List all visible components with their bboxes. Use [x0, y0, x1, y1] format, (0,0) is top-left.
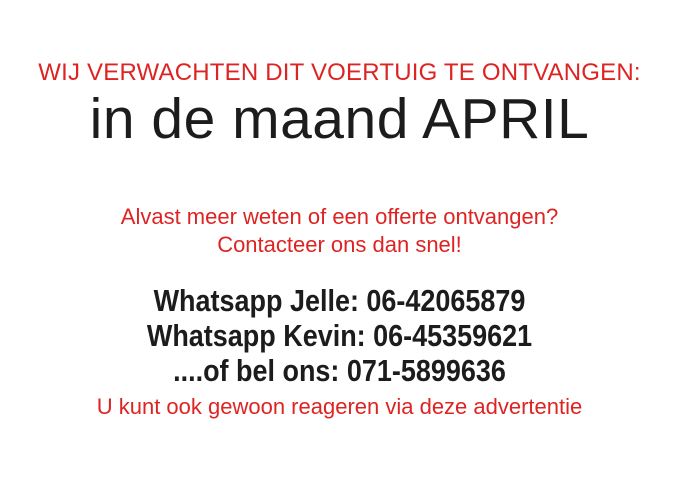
- footer-note: U kunt ook gewoon reageren via deze advertentie: [96, 394, 583, 419]
- offer-question-line: Alvast meer weten of een offerte ontvangen?: [120, 204, 559, 229]
- whatsapp-kevin-line: Whatsapp Kevin: 06-45359621: [146, 318, 533, 353]
- phone-line: ....of bel ons: 071-5899636: [173, 353, 506, 388]
- month-heading: in de maand APRIL: [89, 87, 590, 151]
- offer-question-block: [0, 203, 679, 259]
- contact-prompt-line: Contacteer ons dan snel!: [217, 232, 462, 257]
- contact-info-block: [0, 283, 679, 388]
- expectation-heading: WIJ VERWACHTEN DIT VOERTUIG TE ONTVANGEN:: [38, 59, 641, 86]
- whatsapp-jelle-line: Whatsapp Jelle: 06-42065879: [153, 283, 526, 318]
